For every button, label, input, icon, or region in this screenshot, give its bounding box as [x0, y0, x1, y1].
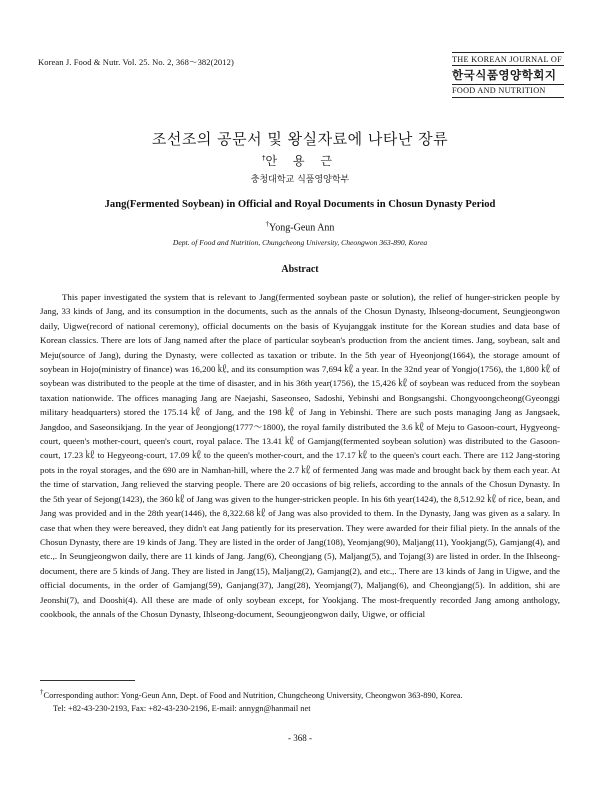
journal-name-en-line2: FOOD AND NUTRITION: [452, 86, 546, 95]
logo-rule-bottom: [452, 97, 564, 98]
author-name-english: [0, 220, 600, 233]
abstract-heading: Abstract: [281, 264, 319, 275]
journal-name-ko: 한국식품영양학회지: [452, 68, 557, 82]
footnote-rule: [40, 680, 135, 681]
corresponding-mark-en: †: [265, 220, 270, 228]
author-name-english-text: Yong-Geun Ann: [269, 222, 335, 234]
journal-name-en-line1: THE KOREAN JOURNAL OF: [452, 55, 562, 64]
author-name-korean: [0, 152, 600, 169]
paper-title-korean: 조선조의 공문서 및 왕실자료에 나타난 장류: [151, 130, 449, 148]
corresponding-author-footnote: [40, 680, 570, 715]
corresponding-mark: †: [262, 154, 266, 162]
journal-logo: [452, 52, 564, 98]
affiliation-korean: 충청대학교 식품영양학부: [250, 175, 350, 185]
paper-title-english: Jang(Fermented Soybean) in Official and Royal Documents in Chosun Dynasty Period: [104, 199, 496, 210]
author-name-korean-text: 안 용 근: [265, 154, 338, 168]
footnote-line-1: [40, 686, 570, 702]
footnote-line-2: Tel: +82-43-230-2193, Fax: +82-43-230-2196, E-mail: annygn@hanmail net: [53, 703, 311, 713]
page-number: - 368 -: [288, 733, 312, 743]
abstract-body: This paper investigated the system that is relevant to Jang(fermented soybean paste or solution), the relief of hunger-stricken people by Jang, 33 kinds of Jang, and its consumption in the documents, such as the annals of the Chosun Dynasty, Ihlseong-document, Seungjeongwon daily, Uigwe(record of national ceremony), official documents on the basis of Kyujanggak institute for the Korean studies and data base of Korean classics. There are lots of Jang named after the place of particular soybean's production from the ancient times. Jang, soybean, salt and Meju(source of Jang), during the Dynasty, were collected as taxation or tribute. In the 5th year of Hyeonjong(1664), the storage amount of soybean in Hojo(ministry of finance) was 16,200 ㎘, and its consumption was 7,694 ㎘ a year. In the 32nd year of Yongjo(1756), the 1,800 ㎘ of soybean was distributed to the people at the time of disaster, and in his 36th year(1756), the 15,426 ㎘ of soybean was reduced from the soybean taxation nationwide. The offices managing Jang are Naejashi, Saseonseo, Sadoshi, Yebinshi and Bongsangshi. Chongyoongcheong(Gyeonggi military headquarters) stored the 175.14 ㎘ of Jang, and the 198 ㎘ of Jang in Yebinshi. There are such posts managing Jang as Jangsaek, Jangdoo, and Saseonsikjang. In the year of Jeongjong(1777～1800), the royal family distributed the 3.6 ㎘ of Meju to Gasoon-court, Hygyeong-court, queen's mother-court, queen's court, royal palace. The 13.41 ㎘ of Gamjang(fermented soybean solution) was distributed to the Gasoon-court, 17.23 ㎘ to Hegyeong-court, 17.09 ㎘ to the queen's mother-court, and the 17.17 ㎘ to the queen's court each. There are 112 Jang-storing pots in the royal storages, and the 690 are in Namhan-hill, where the 2.7 ㎘ of fermented Jang was made and brought back by them each year. At the time of starvation, Jang relieved the starving people. There are 20 occasions of big reliefs, according to the annals of the Chosun Dynasty. In the 5th year of Sejong(1423), the 360 ㎘ of Jang was given to the hunger-stricken people. In his 6th year(1424), the 8,512.92 ㎘ of rice, bean, and Jang was provided and in the 28th year(1446), the 8,322.68 ㎘ of Jang was also provided to them. In the Dynasty, Jang was given as a salary. In case that when they were bereaved, they didn't eat Jang patiently for its preservation. They were awarded for their filial piety. In the annals of the Chosun Dynasty, there are 19 kinds of Jang. They are listed in the order of Jang(108), Yeomjang(90), Maljang(11), Yookjang(5), Gamjang(4), and etc.,. In Seungjeongwon daily, there are 11 kinds of Jang. Jang(6), Cheongjang (5), Maljang(5), and Tojang(3) are listed in order. In the Ihlseong-document, there are 5 kinds of Jang. They are listed in Jang(15), Maljang(2), Gamjang(2), and etc.,. There are 13 kinds of Jang in Uigwe, and the official documents, in the order of Gamjang(59), Ganjang(37), Jang(28), Yeomjang(7), Maljang(6), and Cheongjang(5). In addition, shi are Jeonshi(7), and Dooshi(4). All these are made of only soybean except, for Yookjang. The most-frequently recorded Jang among anthology, cookbook, the annals of the Chosun Dynasty, Ihlseong-document, Seoungjeongwon daily, Uigwe, or official: [40, 292, 560, 619]
affiliation-english: Dept. of Food and Nutrition, Chungcheong University, Cheongwon 363-890, Korea: [172, 238, 428, 247]
footnote-mark: †: [40, 688, 44, 696]
journal-citation: Korean J. Food & Nutr. Vol. 25. No. 2, 368～382(2012): [38, 57, 234, 67]
footnote-line-1-text: Corresponding author: Yong-Geun Ann, Dept. of Food and Nutrition, Chungcheong University, Cheongwon 363-890, Korea.: [43, 690, 463, 700]
